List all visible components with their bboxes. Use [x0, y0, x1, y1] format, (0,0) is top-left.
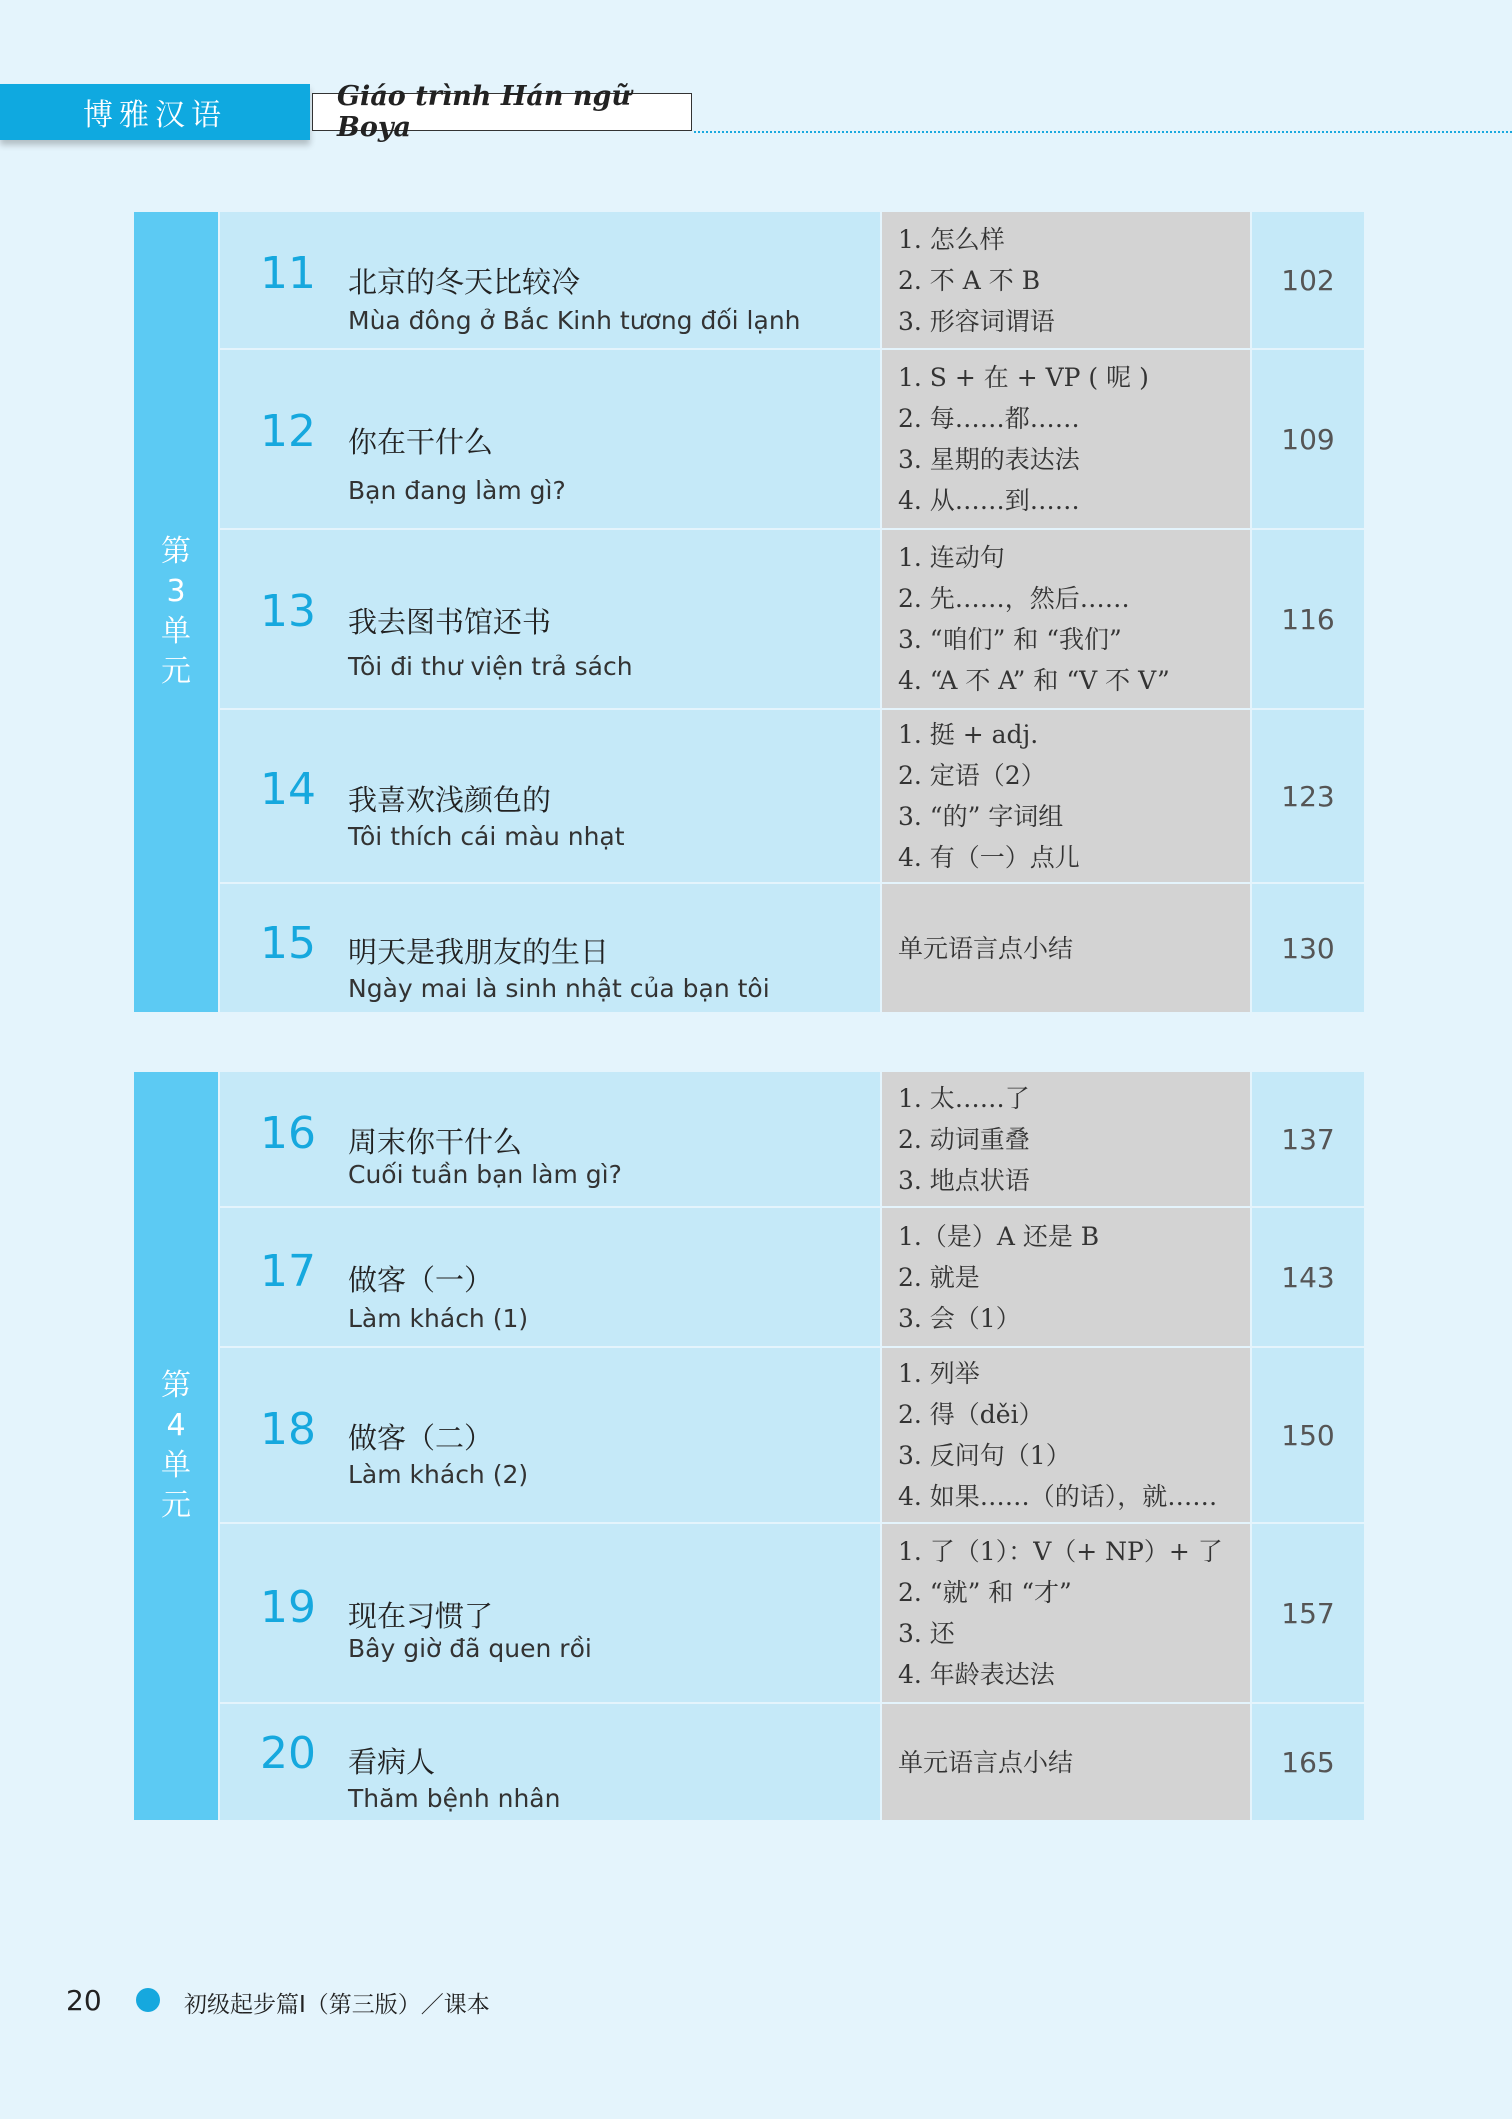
lesson-title-zh: 我喜欢浅颜色的	[348, 783, 552, 817]
grammar-cell	[882, 1704, 1252, 1820]
grammar-point: 3. “的” 字词组	[898, 802, 1064, 831]
grammar-point: 3. 地点状语	[898, 1165, 1030, 1195]
lesson-title-zh: 做客（二）	[348, 1421, 494, 1455]
grammar-point: 3. 会（1）	[898, 1303, 1021, 1333]
grammar-point: 1. 了（1）：V（+ NP）+ 了	[898, 1537, 1223, 1566]
lesson-row[interactable]	[220, 1704, 1364, 1820]
lesson-title-vi: Thăm bệnh nhân	[348, 1784, 561, 1813]
lesson-title-zh: 周末你干什么	[348, 1125, 523, 1159]
grammar-point: 单元语言点小结	[898, 933, 1074, 963]
grammar-cell	[882, 350, 1252, 528]
footer-page-number: 20	[66, 1984, 102, 2017]
unit-label	[134, 1072, 218, 1820]
grammar-point: 1. 太……了	[898, 1083, 1030, 1113]
grammar-point: 2. 得（děi）	[898, 1400, 1044, 1429]
grammar-point: 2. 就是	[898, 1262, 980, 1292]
lesson-title-vi: Bây giờ đã quen rồi	[348, 1634, 592, 1663]
series-title-banner	[0, 84, 310, 140]
lesson-number: 17	[260, 1246, 316, 1297]
grammar-point: 3. 形容词谓语	[898, 306, 1055, 336]
lesson-row[interactable]	[220, 1208, 1364, 1348]
lesson-title-vi: Cuối tuần bạn làm gì?	[348, 1160, 622, 1189]
lesson-cell	[220, 1072, 882, 1206]
lesson-row[interactable]	[220, 1348, 1364, 1524]
header-dotted-rule	[694, 131, 1512, 133]
page-number: 130	[1252, 884, 1364, 1012]
grammar-cell	[882, 1348, 1252, 1522]
lesson-number: 11	[260, 248, 316, 299]
lesson-title-zh: 明天是我朋友的生日	[348, 935, 610, 969]
grammar-cell	[882, 1072, 1252, 1206]
lesson-number: 18	[260, 1404, 316, 1455]
grammar-point: 2. 每……都……	[898, 404, 1080, 433]
grammar-point: 3. 星期的表达法	[898, 445, 1080, 474]
footer-bullet-icon	[136, 1988, 160, 2012]
lesson-cell	[220, 884, 882, 1012]
page-number: 116	[1252, 530, 1364, 708]
page-number: 165	[1252, 1704, 1364, 1820]
lesson-title-vi: Tôi đi thư viện trả sách	[348, 652, 633, 681]
lesson-title-vi: Ngày mai là sinh nhật của bạn tôi	[348, 974, 770, 1003]
lesson-row[interactable]	[220, 350, 1364, 530]
lesson-title-zh: 北京的冬天比较冷	[348, 265, 581, 299]
grammar-point: 2. “就” 和 “才”	[898, 1578, 1072, 1607]
lesson-title-zh: 现在习惯了	[348, 1599, 494, 1633]
series-title-vi-box	[312, 81, 692, 143]
grammar-point: 4. 如果……（的话），就……	[898, 1482, 1218, 1511]
lesson-cell	[220, 1208, 882, 1346]
grammar-point: 2. 先……，然后……	[898, 584, 1130, 613]
grammar-cell	[882, 884, 1252, 1012]
grammar-cell	[882, 1208, 1252, 1346]
lesson-title-vi: Làm khách (1)	[348, 1304, 529, 1333]
lesson-title-vi: Bạn đang làm gì?	[348, 476, 566, 505]
page-number: 102	[1252, 212, 1364, 348]
series-title-vi: Giáo trình Hán ngữ Boya	[337, 81, 632, 143]
page-number: 150	[1252, 1348, 1364, 1522]
lesson-number: 20	[260, 1728, 316, 1779]
lesson-number: 15	[260, 918, 316, 969]
grammar-point: 1. 怎么样	[898, 224, 1005, 254]
lesson-cell	[220, 350, 882, 528]
page-number: 123	[1252, 710, 1364, 882]
grammar-point: 4. 有（一）点儿	[898, 843, 1080, 872]
grammar-point: 1. S + 在 + VP ( 呢 )	[898, 363, 1149, 392]
lesson-title-vi: Mùa đông ở Bắc Kinh tương đối lạnh	[348, 306, 801, 335]
unit-label	[134, 212, 218, 1012]
grammar-point: 4. “A 不 A” 和 “V 不 V”	[898, 666, 1170, 695]
grammar-cell	[882, 212, 1252, 348]
grammar-point: 2. 定语（2）	[898, 761, 1046, 790]
grammar-point: 单元语言点小结	[898, 1747, 1074, 1777]
grammar-point: 1.（是）A 还是 B	[898, 1221, 1100, 1251]
grammar-point: 1. 挺 + adj.	[898, 720, 1039, 749]
lesson-title-zh: 做客（一）	[348, 1263, 494, 1297]
grammar-cell	[882, 710, 1252, 882]
grammar-cell	[882, 1524, 1252, 1702]
lesson-cell	[220, 212, 882, 348]
grammar-point: 3. 还	[898, 1619, 955, 1648]
lesson-number: 19	[260, 1582, 316, 1633]
grammar-cell	[882, 530, 1252, 708]
lesson-row[interactable]	[220, 212, 1364, 350]
lesson-number: 12	[260, 406, 316, 457]
lesson-title-zh: 看病人	[348, 1745, 436, 1779]
lesson-number: 13	[260, 586, 316, 637]
lesson-cell	[220, 1704, 882, 1820]
lesson-number: 16	[260, 1108, 316, 1159]
lesson-cell	[220, 530, 882, 708]
unit-3-label: 第3单元	[161, 534, 191, 689]
series-title: 博雅汉语	[83, 98, 227, 133]
unit-4-label: 第4单元	[161, 1368, 191, 1523]
grammar-point: 2. 不 A 不 B	[898, 265, 1041, 295]
lesson-row[interactable]	[220, 530, 1364, 710]
lesson-cell	[220, 710, 882, 882]
grammar-point: 4. 从……到……	[898, 486, 1080, 515]
lesson-row[interactable]	[220, 1072, 1364, 1208]
lesson-row[interactable]	[220, 1524, 1364, 1704]
lesson-title-vi: Làm khách (2)	[348, 1460, 529, 1489]
lesson-title-vi: Tôi thích cái màu nhạt	[348, 822, 625, 851]
grammar-point: 3. 反问句（1）	[898, 1441, 1071, 1470]
lesson-title-zh: 我去图书馆还书	[348, 605, 552, 639]
grammar-point: 1. 连动句	[898, 543, 1005, 572]
lesson-row[interactable]	[220, 884, 1364, 1012]
page-number: 143	[1252, 1208, 1364, 1346]
page-number: 137	[1252, 1072, 1364, 1206]
grammar-point: 3. “咱们” 和 “我们”	[898, 625, 1122, 654]
lesson-cell	[220, 1524, 882, 1702]
unit-3-table	[134, 212, 1364, 1012]
footer-book-title: 初级起步篇Ⅰ（第三版）／课本	[184, 1992, 490, 2018]
lesson-row[interactable]	[220, 710, 1364, 884]
grammar-point: 2. 动词重叠	[898, 1124, 1030, 1154]
grammar-point: 1. 列举	[898, 1359, 980, 1388]
lesson-number: 14	[260, 764, 316, 815]
unit-4-table	[134, 1072, 1364, 1820]
lesson-cell	[220, 1348, 882, 1522]
page-number: 157	[1252, 1524, 1364, 1702]
lesson-title-zh: 你在干什么	[348, 425, 494, 459]
grammar-point: 4. 年龄表达法	[898, 1660, 1055, 1689]
page-number: 109	[1252, 350, 1364, 528]
